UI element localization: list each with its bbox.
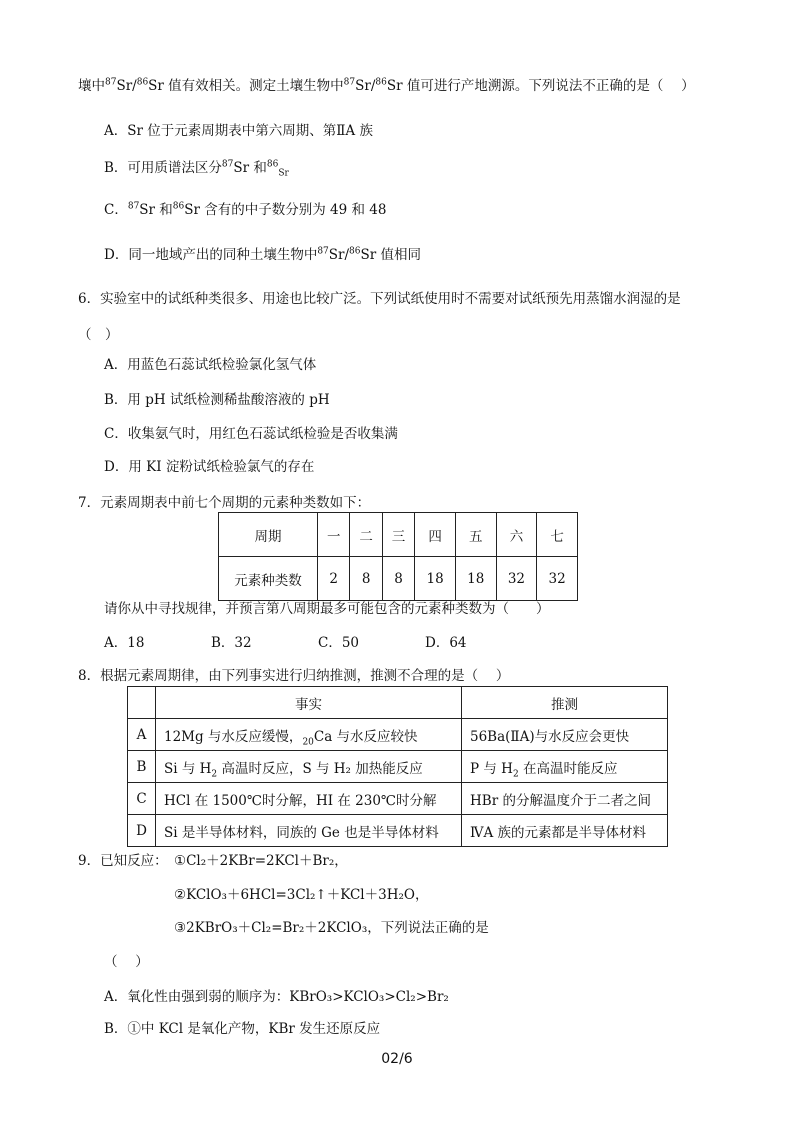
sup-86: 86	[136, 77, 149, 88]
q7-option-c: C．50	[318, 635, 360, 651]
sr: Sr	[355, 78, 371, 94]
q7-cell: 元素种类数	[219, 557, 318, 601]
q8-guess-text2: 在高温时能反应	[518, 760, 618, 777]
q8-guess-cell	[462, 815, 668, 847]
q7-option-b: B．32	[211, 635, 252, 651]
q8-fact-sub: 2	[211, 769, 218, 780]
slash: /	[370, 78, 376, 94]
q8-row	[128, 783, 668, 815]
q8-guess-text: P 与 H	[470, 760, 513, 777]
q8-fact-text: 12Mg 与水反应缓慢，	[164, 728, 303, 745]
q8-row-label: C	[128, 783, 156, 815]
q5-b-pre: B．可用质谱法区分	[104, 160, 222, 176]
q5-stem-c: 值可进行产地溯源。下列说法不正确的是（ ）	[402, 78, 695, 94]
q6-option-a: A．用蓝色石蕊试纸检验氯化氢气体	[104, 357, 317, 373]
q8-fact-text2: Ca 与水反应较快	[313, 728, 418, 745]
q5-stem-a: 壤中	[78, 78, 105, 94]
q8-guess-cell	[462, 751, 668, 783]
sup-86: 86	[375, 77, 387, 88]
q7-cell: 二	[350, 513, 382, 557]
q5-c-pre: C．	[104, 202, 128, 218]
q9-option-b: B．①中 KCl 是氧化产物，KBr 发生还原反应	[104, 1021, 381, 1037]
q9-intro	[78, 852, 168, 870]
sup-86: 86	[266, 159, 279, 170]
sr-small: Sr	[278, 168, 289, 179]
q9-reaction-2: ②KClO₃＋6HCl=3Cl₂↑＋KCl＋3H₂O，	[174, 887, 429, 903]
q5-d-post: 值相同	[376, 247, 421, 263]
sr: Sr	[328, 247, 345, 263]
q9-reaction-3: ③2KBrO₃＋Cl₂=Br₂＋2KClO₃，下列说法正确的是	[174, 920, 489, 936]
q5-stem-b: 值有效相关。测定土壤生物中	[163, 78, 344, 94]
page-number: 02/6	[381, 1051, 413, 1067]
q8-fact-sub: 20	[302, 737, 314, 748]
q6-option-b: B．用 pH 试纸检测稀盐酸溶液的 pH	[104, 392, 330, 408]
q7-cell: 18	[415, 557, 456, 601]
q7-cell: 8	[350, 557, 382, 601]
q7-value-row	[219, 557, 578, 601]
q7-cell: 三	[382, 513, 414, 557]
q7-cell: 32	[496, 557, 537, 601]
q8-fact-text2: 高温时反应，S 与 H₂ 加热能反应	[217, 760, 423, 777]
sr: Sr	[360, 247, 377, 263]
q8-fact-cell	[156, 783, 462, 815]
q7-stem: 7．元素周期表中前七个周期的元素种类数如下：	[78, 495, 371, 511]
q9-option-a: A．氧化性由强到弱的顺序为：KBrO₃>KClO₃>Cl₂>Br₂	[104, 989, 449, 1005]
q7-cell: 七	[537, 513, 578, 557]
q7-option-a: A．18	[104, 635, 145, 651]
q8-guess-text: 56Ba(ⅡA)与水反应会更快	[470, 728, 630, 745]
sup-86: 86	[172, 201, 185, 212]
q8-fact-text: HCl 在 1500℃时分解，HI 在 230℃时分解	[164, 792, 437, 809]
sr: Sr	[386, 78, 403, 94]
q8-guess-cell	[462, 719, 668, 751]
q9-label: 9．已知反应：	[78, 853, 168, 869]
sup-87: 87	[343, 77, 356, 88]
sup-87: 87	[105, 77, 117, 88]
q5-c-post: Sr 含有的中子数分别为 49 和 48	[184, 202, 387, 218]
q8-header-blank	[128, 687, 156, 719]
q7-cell: 8	[382, 557, 414, 601]
q8-header-row	[128, 687, 668, 719]
q5-option-c	[104, 201, 386, 219]
q8-table	[127, 686, 668, 847]
sr: Sr	[116, 78, 133, 94]
q8-fact-cell	[156, 719, 462, 751]
q8-guess-cell	[462, 783, 668, 815]
q8-fact-cell	[156, 751, 462, 783]
sup-86: 86	[349, 246, 361, 257]
q8-row-label: A	[128, 719, 156, 751]
slash: /	[344, 247, 350, 263]
q6-option-c: C．收集氨气时，用红色石蕊试纸检验是否收集满	[104, 426, 398, 442]
q8-row	[128, 751, 668, 783]
q7-cell: 一	[318, 513, 350, 557]
q5-c-and: 和	[155, 202, 173, 218]
q8-header-guess: 推测	[462, 687, 668, 719]
q9-paren: （ ）	[104, 954, 149, 970]
q7-header-row	[219, 513, 578, 557]
q6-paren: （ ）	[78, 327, 119, 343]
q5-option-b	[104, 159, 289, 177]
q5-stem-line	[78, 77, 695, 95]
sr: Sr	[233, 160, 250, 176]
q7-cell: 四	[415, 513, 456, 557]
q7-option-d: D．64	[425, 635, 467, 651]
q5-d-pre: D．同一地域产出的同种土壤生物中	[104, 247, 318, 263]
q8-fact-text: Si 与 H	[164, 760, 212, 777]
sr: Sr	[139, 202, 155, 218]
q8-row	[128, 815, 668, 847]
q5-option-a: A．Sr 位于元素周期表中第六周期、第ⅡA 族	[104, 123, 373, 139]
slash: /	[132, 78, 137, 94]
q7-cell: 五	[455, 513, 496, 557]
q8-guess-text: ⅣA 族的元素都是半导体材料	[470, 824, 647, 841]
sr: Sr	[148, 78, 164, 94]
q8-row-label: D	[128, 815, 156, 847]
q8-header-fact: 事实	[156, 687, 462, 719]
q5-option-d	[104, 246, 421, 264]
q6-stem: 6．实验室中的试纸种类很多、用途也比较广泛。下列试纸使用时不需要对试纸预先用蒸馏水润湿的是	[78, 291, 681, 307]
q8-fact-cell	[156, 815, 462, 847]
q6-option-d: D．用 KI 淀粉试纸检验氯气的存在	[104, 459, 315, 475]
q8-guess-sub: 2	[512, 769, 519, 780]
q7-cell: 周期	[219, 513, 318, 557]
q7-cell: 六	[496, 513, 537, 557]
q7-ask: 请你从中寻找规律，并预言第八周期最多可能包含的元素种类数为（ ）	[104, 601, 550, 617]
q7-cell: 32	[537, 557, 578, 601]
q8-row-label: B	[128, 751, 156, 783]
q7-table	[218, 512, 578, 601]
sup-87: 87	[221, 159, 234, 170]
q8-stem: 8．根据元素周期律，由下列事实进行归纳推测，推测不合理的是（ ）	[78, 668, 510, 684]
q7-cell: 2	[318, 557, 350, 601]
q5-b-and: 和	[249, 160, 267, 176]
q8-fact-text: Si 是半导体材料，同族的 Ge 也是半导体材料	[164, 824, 439, 841]
sup-87: 87	[127, 201, 140, 212]
q8-row	[128, 719, 668, 751]
q9-reaction-1: ①Cl₂＋2KBr=2KCl＋Br₂，	[174, 853, 348, 869]
sup-87: 87	[317, 246, 329, 257]
q8-guess-text: HBr 的分解温度介于二者之间	[470, 792, 651, 809]
q7-cell: 18	[455, 557, 496, 601]
